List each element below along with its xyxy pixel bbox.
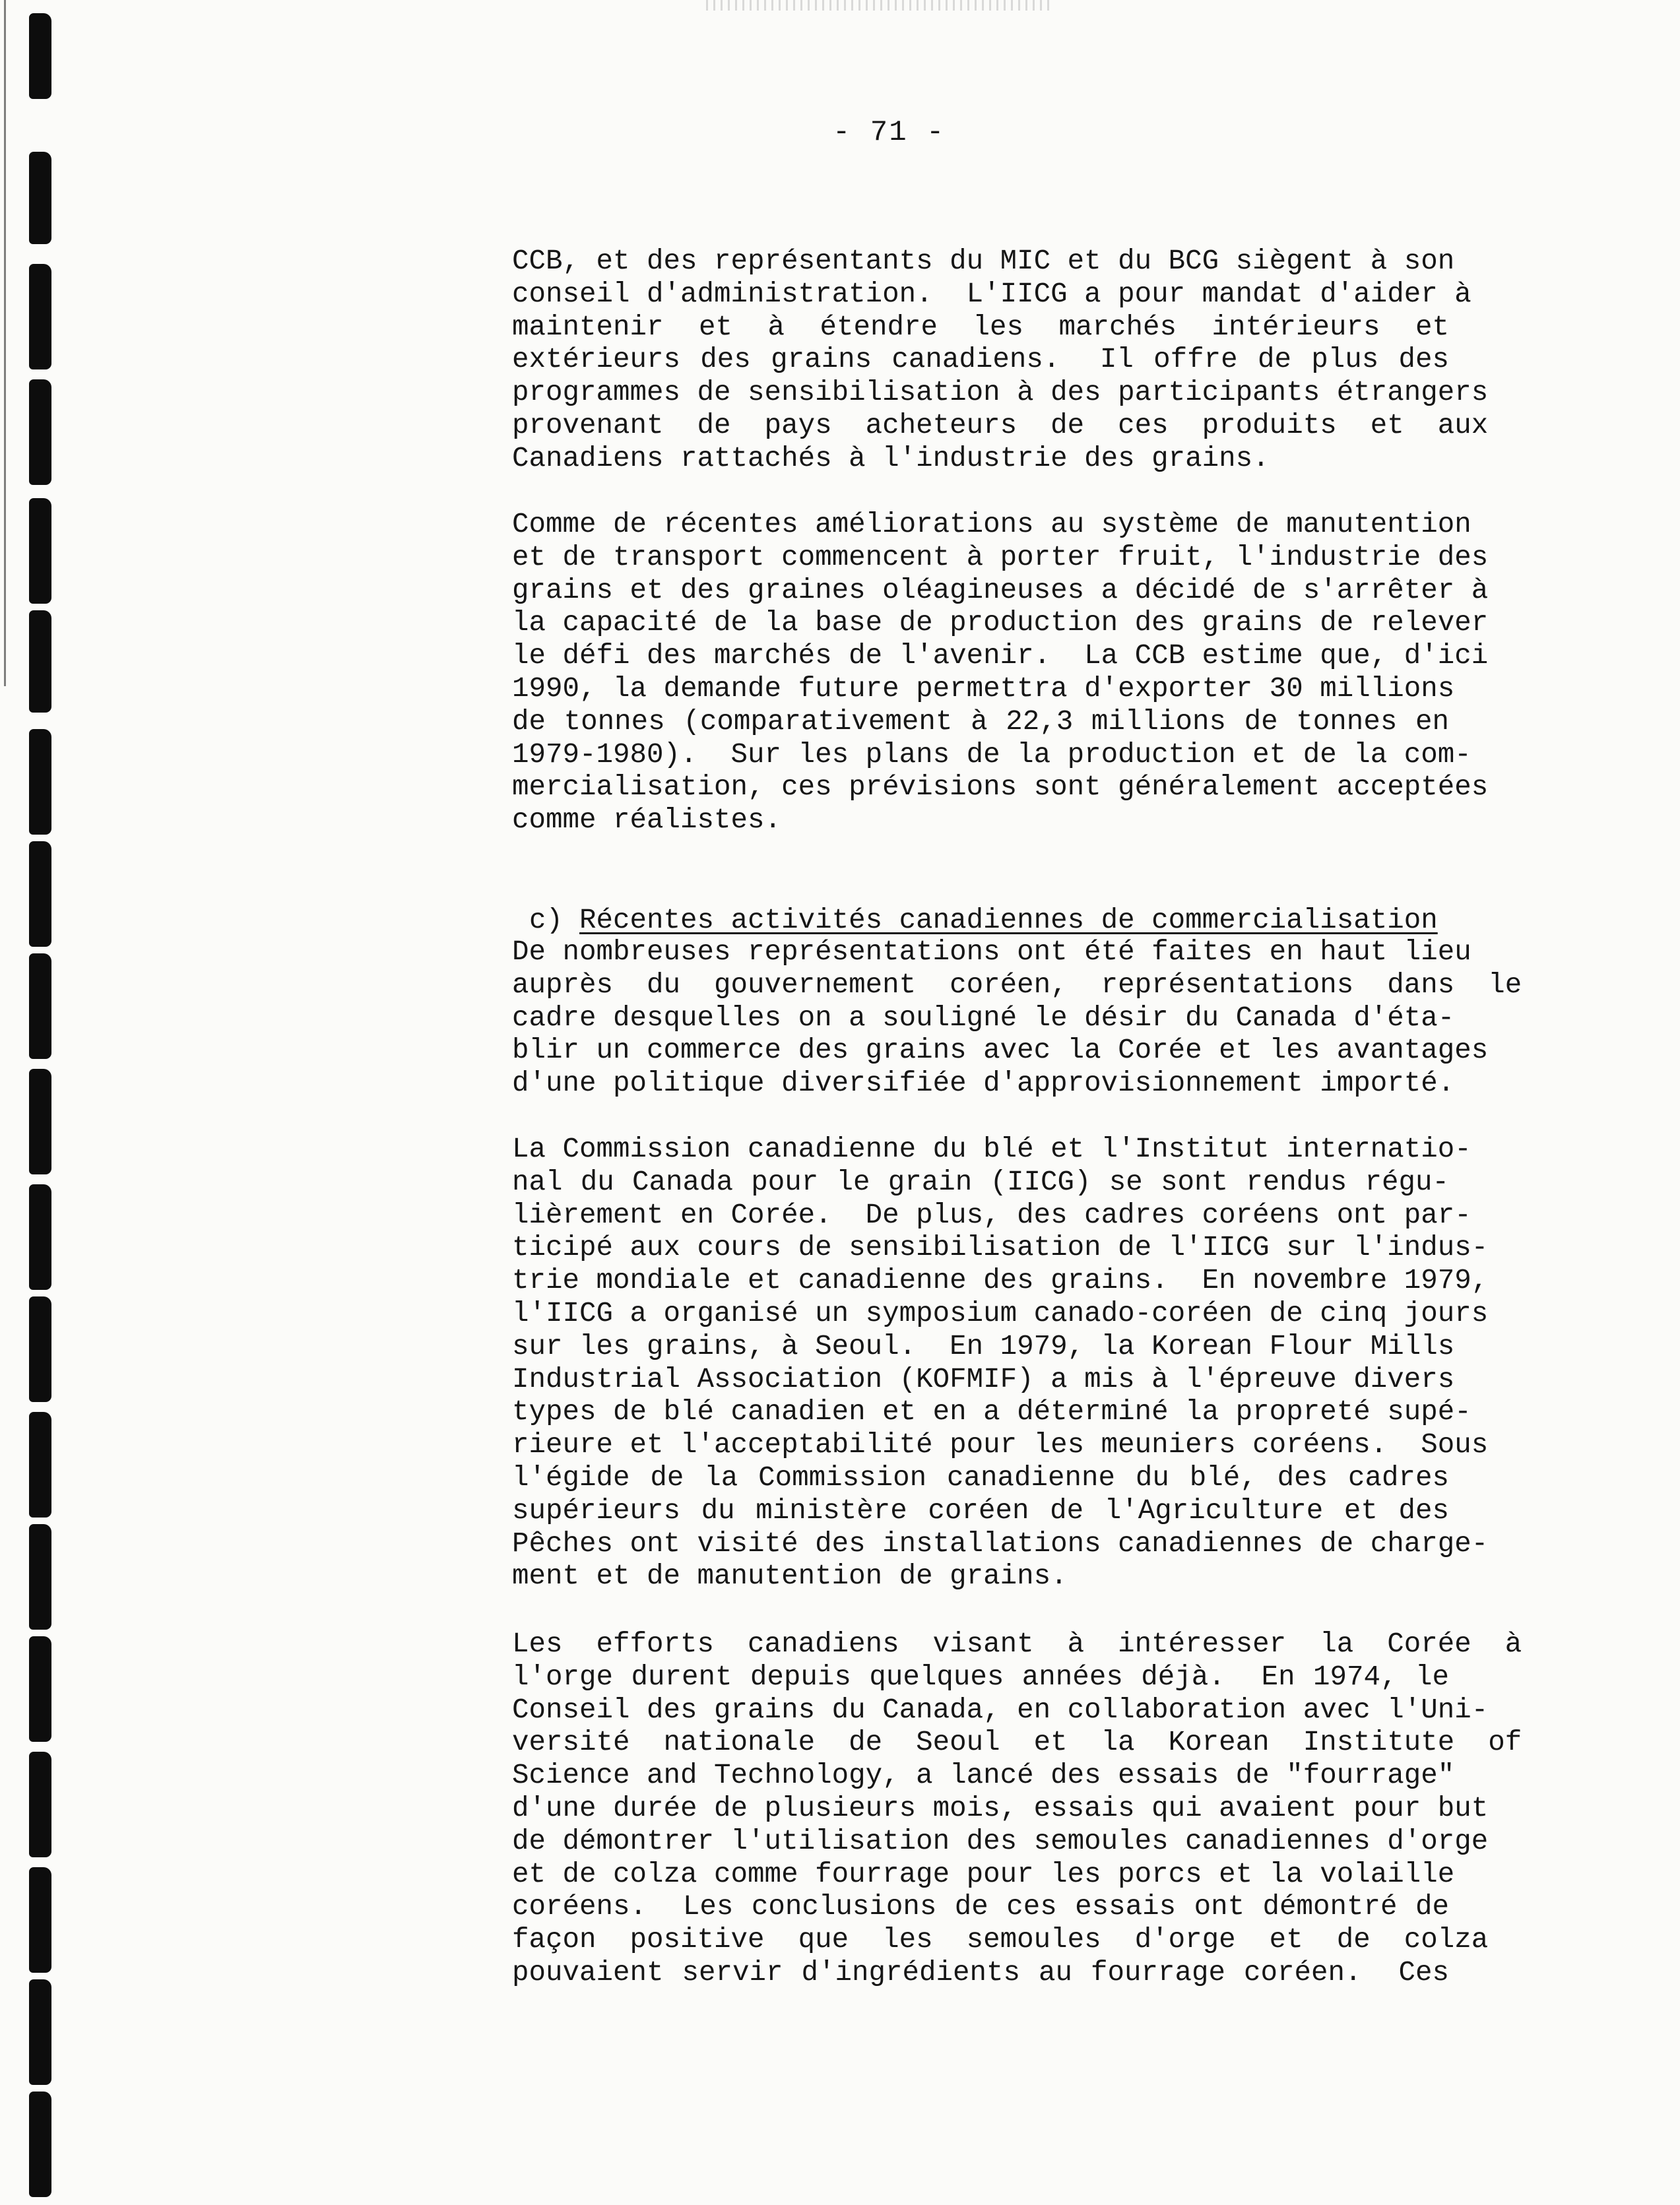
paragraph-line: programmes de sensibilisation à des participants étrangers (512, 377, 1489, 409)
paragraph-line: d'une durée de plusieurs mois, essais qui avaient pour but (512, 1792, 1489, 1824)
paragraph-line: sur les grains, à Seoul. En 1979, la Korean Flour Mills (512, 1330, 1455, 1362)
binding-hole-mark (29, 2092, 51, 2197)
paragraph-line: trie mondiale et canadienne des grains. En novembre 1979, (512, 1265, 1489, 1297)
paragraph-line: de tonnes (comparativement à 22,3 millions de tonnes en (512, 705, 1449, 738)
paragraph-line: le défi des marchés de l'avenir. La CCB estime que, d'ici (512, 640, 1489, 672)
binding-edge-line (4, 0, 6, 686)
section-title: Récentes activités canadiennes de commercialisation (579, 905, 1438, 936)
paragraph-line: coréens. Les conclusions de ces essais ont démontré de (512, 1891, 1449, 1923)
paragraph-line: ment et de manutention de grains. (512, 1560, 1068, 1593)
binding-hole-mark (29, 264, 51, 369)
paragraph-line: la capacité de la base de production des grains de relever (512, 607, 1489, 639)
binding-hole-mark (29, 1412, 51, 1518)
paragraph-line: ticipé aux cours de sensibilisation de l'IICG sur l'indus- (512, 1232, 1489, 1264)
paragraph (512, 245, 1489, 476)
paragraph-line: 1979-1980). Sur les plans de la production et de la com- (512, 738, 1471, 771)
paragraph-line: La Commission canadienne du blé et l'Institut internatio- (512, 1134, 1471, 1165)
paragraph-line: de démontrer l'utilisation des semoules canadiennes d'orge (512, 1825, 1489, 1857)
binding-hole-mark (29, 1636, 51, 1742)
paragraph-line: lièrement en Corée. De plus, des cadres coréens ont par- (512, 1199, 1471, 1231)
paragraph-line: comme réalistes. (512, 804, 782, 837)
binding-hole-mark (29, 498, 51, 604)
paragraph-line: versité nationale de Seoul et la Korean Institute of (512, 1727, 1522, 1759)
paragraph-line: et de transport commencent à porter fruit, l'industrie des (512, 541, 1489, 573)
paragraph-line: l'égide de la Commission canadienne du blé, des cadres (512, 1461, 1449, 1494)
paragraph (512, 1628, 1522, 1990)
paragraph-line: auprès du gouvernement coréen, représentations dans le (512, 969, 1522, 1001)
paragraph-line: 1990, la demande future permettra d'exporter 30 millions (512, 672, 1455, 705)
paragraph-line: Conseil des grains du Canada, en collaboration avec l'Uni- (512, 1694, 1489, 1726)
paragraph-line: Industrial Association (KOFMIF) a mis à l'épreuve divers (512, 1363, 1455, 1395)
binding-hole-mark (29, 1979, 51, 2085)
paragraph-line: façon positive que les semoules d'orge et de colza (512, 1924, 1489, 1956)
page-number: - 71 - (833, 116, 946, 149)
paragraph-line: l'IICG a organisé un symposium canado-coréen de cinq jours (512, 1297, 1489, 1329)
paragraph-line: nal du Canada pour le grain (IICG) se sont rendus régu- (512, 1166, 1449, 1198)
paragraph-line: Pêches ont visité des installations canadiennes de charge- (512, 1527, 1489, 1560)
binding-holes-strip (0, 0, 79, 2205)
paragraph-line: rieure et l'acceptabilité pour les meuniers coréens. Sous (512, 1429, 1489, 1461)
paragraph-line: cadre desquelles on a souligné le désir du Canada d'éta- (512, 1002, 1455, 1034)
binding-hole-mark (29, 1752, 51, 1857)
paragraph-line: supérieurs du ministère coréen de l'Agriculture et des (512, 1494, 1449, 1527)
paragraph-line: Science and Technology, a lancé des essais de "fourrage" (512, 1760, 1455, 1792)
paragraph-line: Les efforts canadiens visant à intéresser la Corée à (512, 1628, 1522, 1660)
binding-hole-mark (29, 610, 51, 713)
binding-hole-mark (29, 1867, 51, 1973)
paragraph-line: et de colza comme fourrage pour les porcs et la volaille (512, 1858, 1455, 1890)
paragraph-line: CCB, et des représentants du MIC et du BCG siègent à son (512, 245, 1455, 277)
paragraph-line: l'orge durent depuis quelques années déjà. En 1974, le (512, 1661, 1449, 1693)
paragraph (512, 1134, 1489, 1593)
paragraph-line: extérieurs des grains canadiens. Il offre de plus des (512, 344, 1449, 376)
binding-hole-mark (29, 379, 51, 485)
binding-hole-mark (29, 1524, 51, 1630)
paragraph-line: Comme de récentes améliorations au système de manutention (512, 509, 1471, 540)
paragraph-line: d'une politique diversifiée d'approvisionnement importé. (512, 1068, 1455, 1100)
binding-hole-mark (29, 1184, 51, 1290)
section-marker: c) (529, 905, 564, 936)
paragraph-line: pouvaient servir d'ingrédients au fourrage coréen. Ces (512, 1956, 1449, 1989)
binding-hole-mark (29, 729, 51, 835)
scan-smudge (706, 0, 1049, 11)
paragraph-line: mercialisation, ces prévisions sont généralement acceptées (512, 771, 1489, 804)
paragraph-line: grains et des graines oléagineuses a décidé de s'arrêter à (512, 574, 1489, 606)
paragraph (512, 936, 1522, 1101)
paragraph-line: maintenir et à étendre les marchés intérieurs et (512, 311, 1449, 343)
binding-hole-mark (29, 13, 51, 99)
binding-hole-mark (29, 1069, 51, 1174)
paragraph-line: provenant de pays acheteurs de ces produits et aux (512, 409, 1489, 441)
binding-hole-mark (29, 152, 51, 244)
binding-hole-mark (29, 1296, 51, 1402)
paragraph-line: Canadiens rattachés à l'industrie des grains. (512, 442, 1270, 474)
paragraph-line: conseil d'administration. L'IICG a pour mandat d'aider à (512, 278, 1471, 310)
paragraph (512, 509, 1489, 837)
binding-hole-mark (29, 953, 51, 1059)
paragraph-line: types de blé canadien et en a déterminé la propreté supé- (512, 1396, 1471, 1428)
paragraph-line: blir un commerce des grains avec la Corée et les avantages (512, 1035, 1489, 1067)
binding-hole-mark (29, 841, 51, 947)
paragraph-line: De nombreuses représentations ont été faites en haut lieu (512, 936, 1471, 968)
